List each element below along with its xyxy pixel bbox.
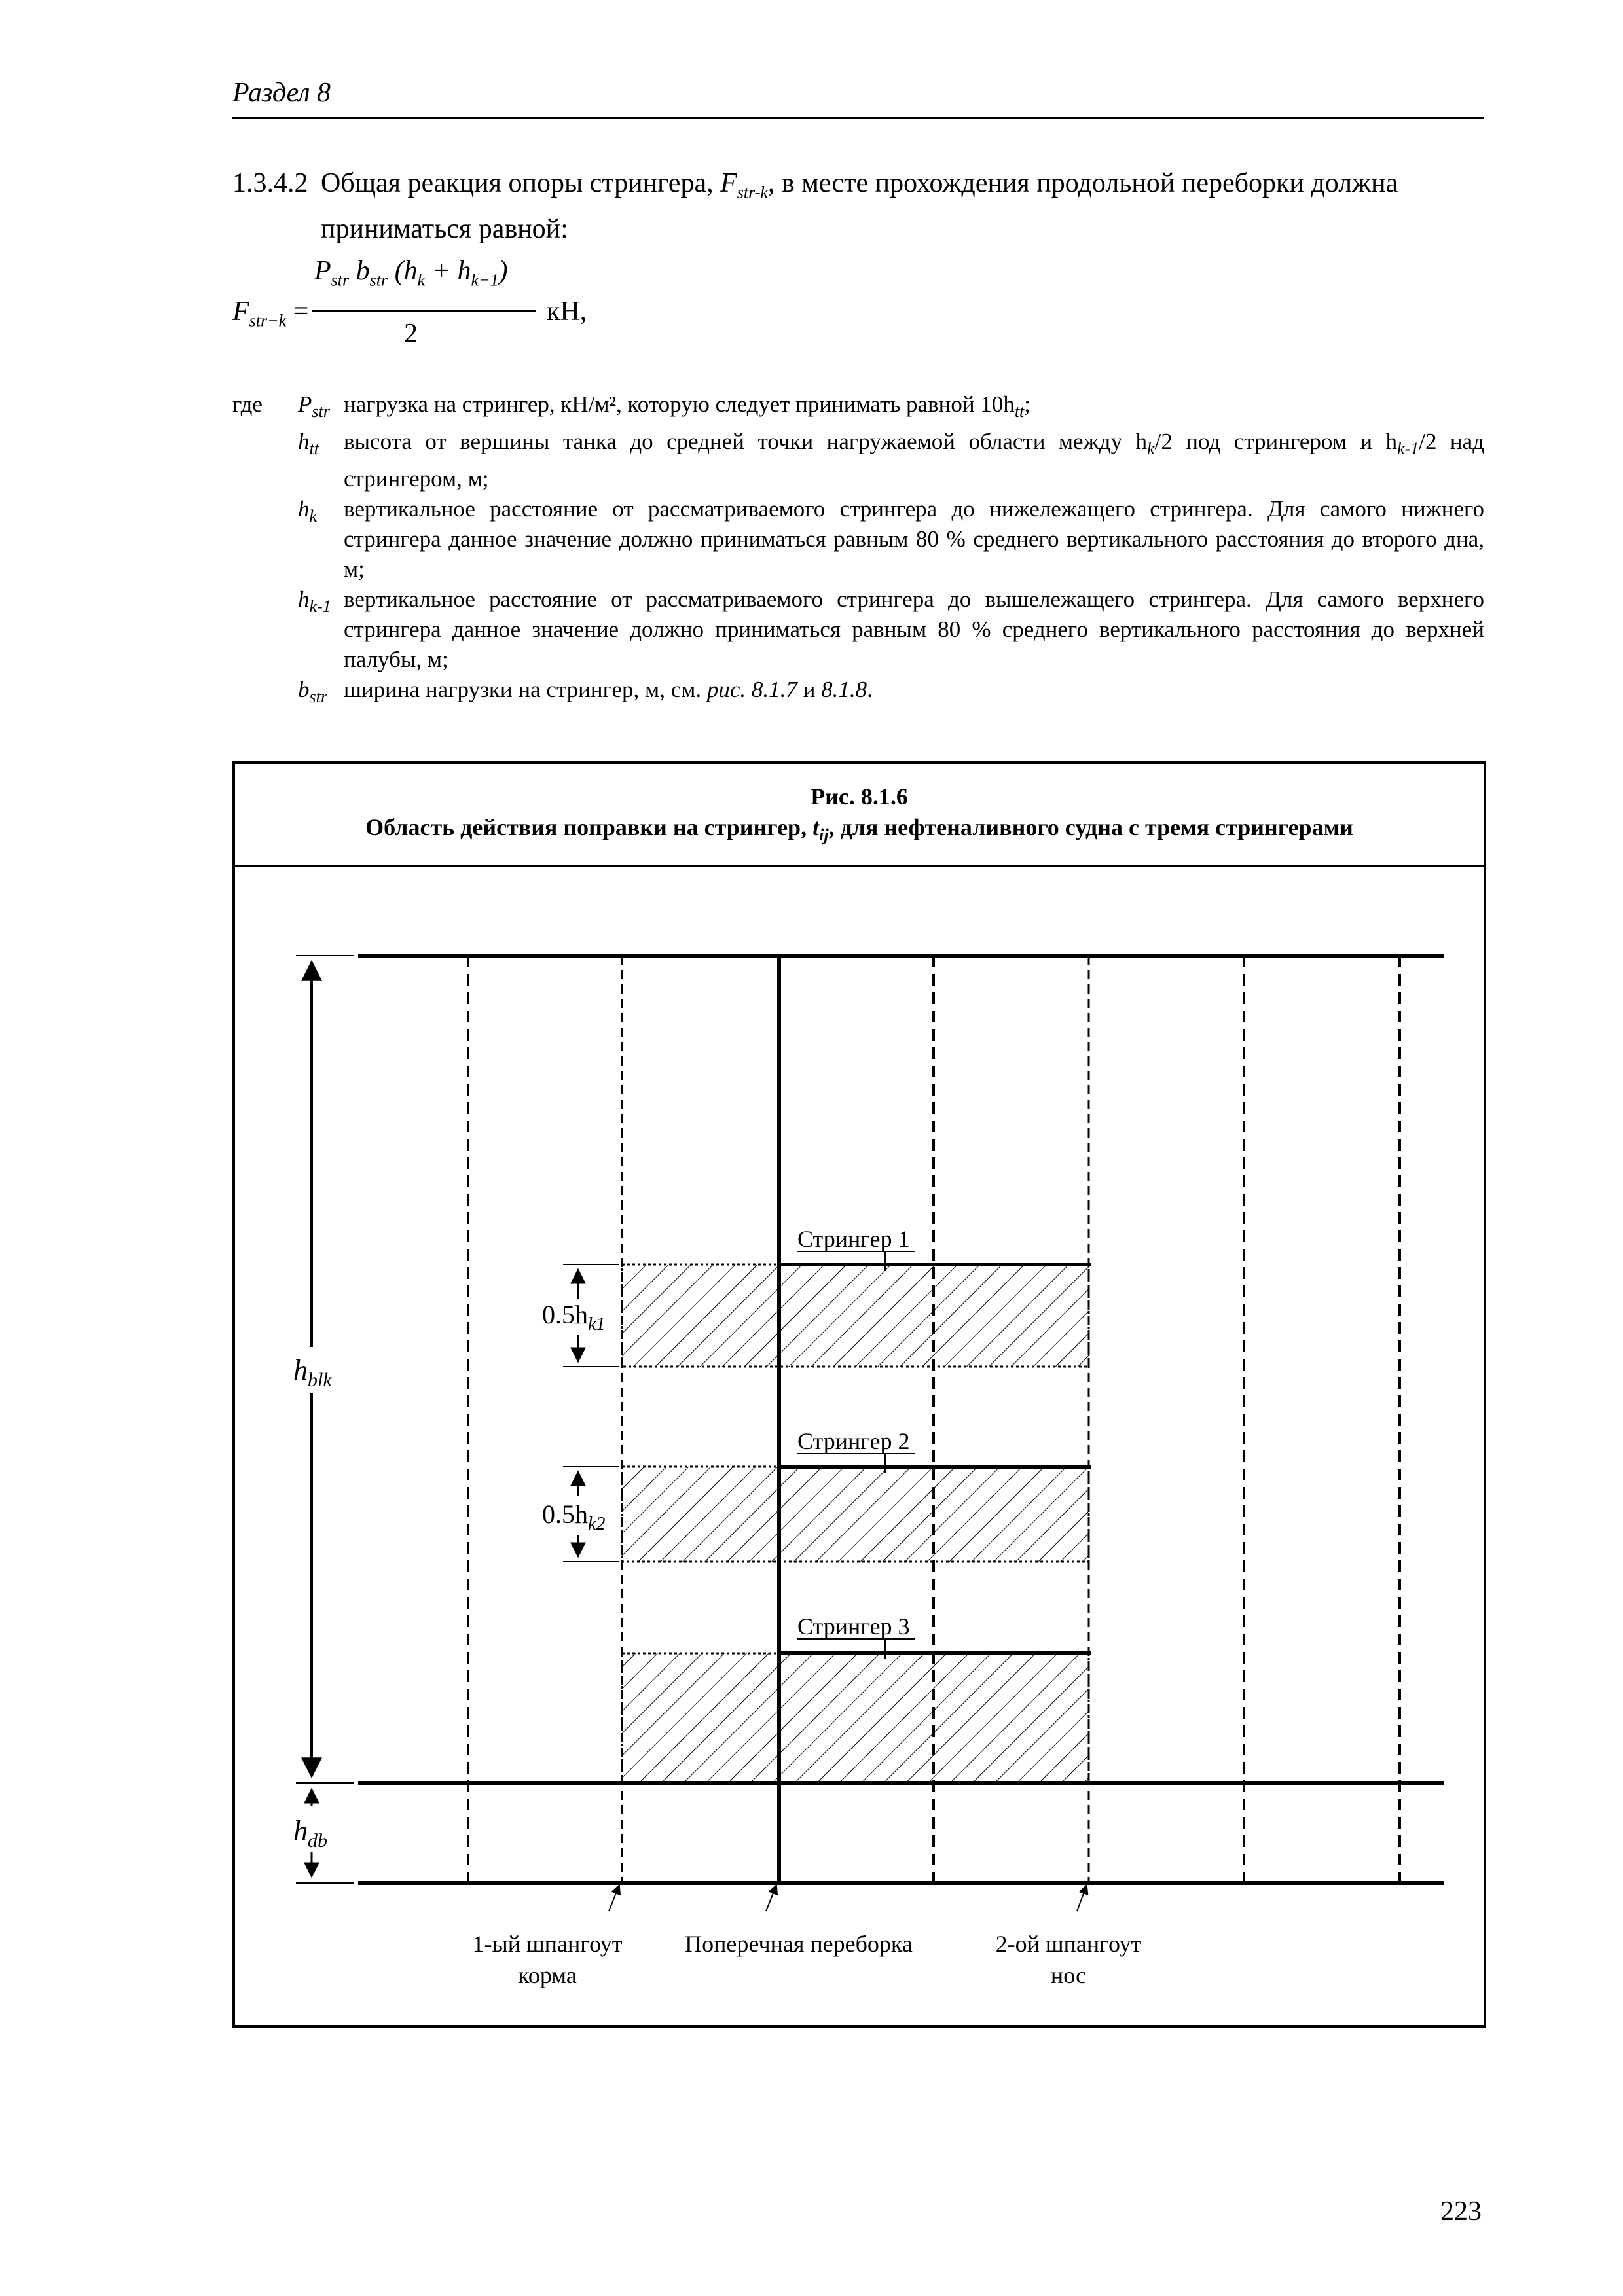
bulkhead-pointer [766,1885,776,1911]
paragraph-symbol-sub: str-k [737,183,768,202]
h-db-label: $h_{db}$ [293,1815,327,1852]
frame1-label-line2: корма [518,1962,577,1988]
hk1-label: $0.5h_{k1}$ [542,1300,606,1335]
formula-denominator: 2 [404,319,418,349]
formula-lhs: $F_{str-k}$ = [232,296,309,331]
definition-item: $b_{str}$ ширина нагрузки на стрингер, м, см. рис. 8.1.7 и 8.1.8. [298,677,873,706]
definition-item: $h_{k-1}$ вертикальное расстояние от рассматриваемого стрингера до вышележащего стрингера. Для самого верхнего стрингера данное значение должно приниматься равным 80 % среднего вертикального расстояния до верхней палубы, м; [298,586,1484,672]
stringer-2-label: Стрингер 2 [797,1428,910,1454]
paragraph-symbol: F [720,168,737,198]
formula-unit: кН, [547,296,587,327]
section-header: Раздел 8 [232,78,331,108]
figure-title: Область действия поправки на стрингер, $t_{ij}$, для нефтеналивного судна с тремя стрингерами [365,814,1353,845]
h-blk-label: $h_{blk}$ [293,1354,332,1391]
definition-item: $h_{tt}$ высота от вершины танка до средней точки нагружаемой области между $h_k/2$ под стрингером и $h_{k-1}/2$ над стрингером, м; [298,429,1485,492]
frame2-pointer [1077,1885,1087,1911]
paragraph-text-after: , в месте прохождения продольной переборки должна [767,168,1398,198]
hatch-zone-2 [622,1467,1089,1562]
figure-number: Рис. 8.1.6 [811,783,908,810]
hatch-zone-1 [622,1265,1089,1367]
formula-numerator: $P_{str}$ $b_{str}$ $(h_k + h_{k-1})$ [314,256,508,290]
paragraph-text-before: Общая реакция опоры стрингера, [321,168,721,198]
hk2-label: $0.5h_{k2}$ [542,1499,606,1534]
frame1-pointer [609,1885,619,1911]
definition-item: $h_k$ вертикальное расстояние от рассматриваемого стрингера до нижележащего стрингера. Для самого нижнего стрингера данное значение должно приниматься равным 80 % среднего вертикального расстояния до второго дна, м; [298,496,1484,582]
stringer-3-label: Стрингер 3 [797,1613,910,1640]
paragraph-continuation: приниматься равной: [321,214,568,245]
frame2-label-line1: 2-ой шпангоут [995,1931,1142,1957]
paragraph-number: 1.3.4.2 [232,168,308,198]
frame2-label-line2: нос [1050,1962,1087,1988]
page-number: 223 [1440,2197,1482,2227]
hatch-zone-3 [622,1653,1089,1783]
definition-item: где $P_{str}$ нагрузка на стрингер, кН/м², которую следует принимать равной $10h_{tt}$; [232,391,1031,421]
stringer-1-label: Стрингер 1 [797,1226,910,1252]
frame1-label-line1: 1-ый шпангоут [472,1931,623,1957]
bulkhead-label: Поперечная переборка [685,1931,913,1957]
